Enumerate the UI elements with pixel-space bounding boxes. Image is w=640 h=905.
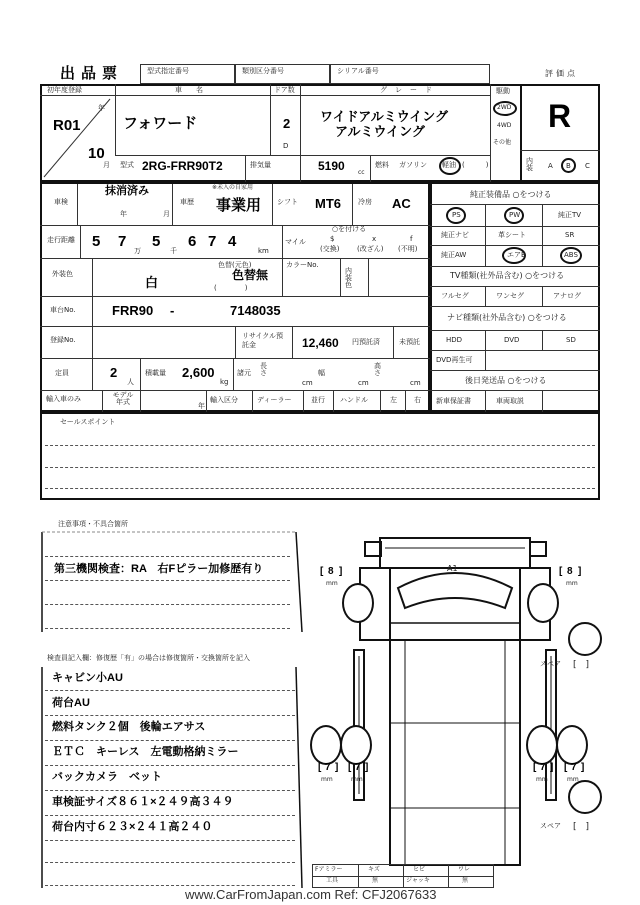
- first-reg-label: 初年度登録: [47, 86, 82, 94]
- rear-left-inner-wheel: [340, 725, 372, 765]
- tire-rl2-bracket-l: [: [348, 762, 352, 773]
- chassis-dash: -: [170, 303, 175, 318]
- inspector-line-3: 燃料タンク２個 後輪エアサス: [52, 721, 206, 733]
- tire-rr1-value: 7: [540, 762, 546, 773]
- import-type-label: 輸入区分: [210, 396, 238, 404]
- recycle-unpaid: 未預託: [399, 338, 420, 346]
- equip-sr: SR: [565, 231, 575, 239]
- spare-bracket-lower: [ ]: [573, 822, 590, 832]
- equip-leather: 革シート: [498, 231, 526, 239]
- handle-right: 右: [414, 396, 421, 404]
- equip-navi: 純正ナビ: [441, 231, 469, 239]
- reg-no-label: 登録No.: [50, 336, 76, 344]
- meter-note: ○を付ける: [332, 225, 367, 233]
- displacement-label: 排気量: [250, 161, 271, 169]
- tv-fullseg: フルセグ: [441, 292, 469, 300]
- meter-swap: (交換): [320, 245, 340, 253]
- load-label: 積載量: [145, 369, 166, 377]
- tire-rr1-bracket-l: [: [533, 762, 537, 773]
- tire-rr1-bracket-r: ]: [550, 762, 554, 773]
- legend-tools-value: 無: [372, 877, 379, 884]
- navi-dvd: DVD: [504, 336, 520, 344]
- legend-crack: ヒビ: [413, 866, 426, 873]
- front-left-wheel: [342, 583, 374, 623]
- length-label: 長さ: [260, 362, 267, 377]
- fuel-label: 燃料: [375, 161, 389, 169]
- mileage-digit-1: 5: [92, 233, 101, 250]
- tire-fr-mm: mm: [566, 580, 578, 587]
- rear-left-outer-wheel: [310, 725, 342, 765]
- chassis-label: 車台No.: [50, 306, 76, 314]
- inspector-line-2: 荷台AU: [52, 697, 90, 709]
- drive-label: 駆動: [496, 87, 510, 95]
- length-cm: cm: [302, 379, 313, 387]
- mileage-mile: マイル: [285, 238, 306, 246]
- tire-rl2-mm: mm: [351, 776, 363, 783]
- rating-value: R: [548, 98, 572, 134]
- mileage-sen: 千: [170, 247, 177, 255]
- tv-oneseg: ワンセグ: [496, 292, 524, 300]
- tv-analog: アナログ: [553, 292, 581, 300]
- shift-value: MT6: [315, 196, 341, 211]
- load-unit: kg: [220, 378, 229, 386]
- shift-label: シフト: [277, 198, 298, 206]
- spare-label-lower: スペア: [540, 822, 561, 830]
- mileage-label: 走行距離: [47, 236, 75, 244]
- capacity-unit: 人: [127, 378, 134, 386]
- caution-title: 注意事項・不具合箇所: [58, 520, 128, 528]
- navi-sd: SD: [566, 336, 576, 344]
- inspection-month-unit: 月: [163, 210, 170, 218]
- inspection-label: 車検: [54, 198, 68, 206]
- tire-fl-bracket-l: [: [320, 566, 324, 577]
- drive-4wd: 4WD: [497, 122, 512, 129]
- tire-rr2-bracket-r: ]: [581, 762, 585, 773]
- drive-other: その他: [493, 139, 512, 146]
- genuine-title: 純正装備品 ○をつける: [470, 190, 552, 199]
- chassis-prefix: FRR90: [112, 303, 154, 318]
- later-manual: 車両取説: [496, 397, 524, 405]
- fuel-paren: ( ): [462, 161, 489, 169]
- model-code-label: 型式指定番号: [147, 67, 189, 75]
- rear-right-inner-wheel: [526, 725, 558, 765]
- rating-label: 評価点: [545, 69, 578, 78]
- tire-rl2-value: 7: [355, 762, 361, 773]
- tire-fl-mm: mm: [326, 580, 338, 587]
- width-cm: cm: [358, 379, 369, 387]
- mileage-digit-2: 7: [118, 233, 127, 250]
- legend-jack-value: 無: [462, 877, 469, 884]
- tire-rl1-bracket-l: [: [318, 762, 322, 773]
- sales-point-label: セールスポイント: [60, 418, 116, 426]
- model-year-label: モデル年式: [112, 391, 134, 406]
- category-label: 類別区分番号: [242, 67, 284, 75]
- equip-aw: 純正AW: [441, 251, 467, 259]
- height-cm: cm: [410, 379, 421, 387]
- equip-abs: ABS: [564, 251, 578, 259]
- legend-tools: 工具: [326, 877, 339, 884]
- tire-fl-bracket-r: ]: [339, 566, 343, 577]
- recycle-paid: 円預託済: [352, 338, 380, 346]
- car-name-label: 車名: [175, 86, 217, 94]
- model-value: 2RG-FRR90T2: [142, 159, 223, 173]
- spare-wheel-lower: [568, 780, 602, 814]
- a1-label: A1: [447, 564, 458, 573]
- meter-dollar-mark: $: [330, 235, 335, 243]
- meter-f-mark: f: [410, 235, 413, 243]
- tire-fl-value: 8: [328, 566, 334, 577]
- inspector-title: 検査員記入欄：修復歴「有」の場合は修復箇所・交換箇所を記入: [47, 654, 250, 662]
- interior-label: 内装: [526, 157, 533, 172]
- inspector-line-5: バックカメラ ベット: [52, 771, 162, 783]
- spare-wheel-upper: [568, 622, 602, 656]
- interior-grade-c: C: [585, 162, 590, 170]
- fuel-light-oil: 軽油: [442, 161, 456, 169]
- sheet-title: 出品票: [60, 65, 124, 82]
- inspector-line-1: キャビン小AU: [52, 672, 123, 684]
- drive-2wd: 2WD: [497, 104, 512, 111]
- recycle-value: 12,460: [302, 336, 339, 350]
- sales-point-box: [40, 412, 600, 500]
- first-reg-year: R01: [53, 117, 81, 134]
- doors-value: 2: [283, 116, 291, 131]
- month-unit: 月: [103, 161, 110, 169]
- first-reg-month: 10: [88, 145, 105, 162]
- mileage-digit-5: 7: [208, 233, 217, 250]
- color-no-label: カラーNo.: [286, 261, 319, 269]
- import-label: 輸入車のみ: [46, 395, 81, 403]
- mileage-digit-4: 6: [188, 233, 197, 250]
- capacity-label: 定員: [55, 369, 69, 377]
- tire-rl1-mm: mm: [321, 776, 333, 783]
- doors-d: D: [283, 142, 289, 150]
- meter-tamper: (改ざん): [357, 245, 384, 253]
- width-label: 幅: [318, 369, 325, 377]
- tire-rr2-value: 7: [571, 762, 577, 773]
- repaint-label: 色替(元色): [218, 261, 252, 269]
- legend-jack: ジャッキ: [406, 877, 430, 884]
- tire-fr-bracket-r: ]: [578, 566, 582, 577]
- exterior-color: 白: [145, 275, 159, 290]
- inspector-line-6: 車検証サイズ８６１×２４９高３４９: [52, 796, 234, 808]
- model-label: 型式: [120, 161, 134, 169]
- truck-diagram: [310, 528, 610, 878]
- exterior-label: 外装色: [52, 270, 73, 278]
- spare-label-upper: スペア: [540, 660, 561, 668]
- inspection-value: 抹消済み: [105, 185, 149, 197]
- interior-grade-b: B: [566, 162, 571, 170]
- height-label: 高さ: [374, 362, 381, 377]
- spare-bracket-upper: [ ]: [573, 660, 590, 670]
- tire-rl1-value: 7: [325, 762, 331, 773]
- mileage-man: 万: [134, 247, 141, 255]
- later-title: 後日発送品 ○をつける: [465, 376, 547, 385]
- tire-rr2-mm: mm: [567, 776, 579, 783]
- tire-rr1-mm: mm: [536, 776, 548, 783]
- legend-mirror: Fアミラー: [315, 866, 343, 873]
- model-year-unit: 年: [198, 402, 205, 410]
- grade-line2: アルミウイング: [335, 124, 425, 139]
- tire-fr-value: 8: [567, 566, 573, 577]
- interior-color-label: 内装色: [345, 267, 352, 289]
- handle-left: 左: [390, 396, 397, 404]
- meter-x-mark: x: [372, 235, 377, 243]
- import-dealer: ディーラー: [257, 396, 292, 404]
- mileage-digit-3: 5: [152, 233, 161, 250]
- caution-text: 第三機関検査：RA 右Fピラー加修歴有り: [54, 563, 264, 575]
- ac-label: 冷房: [358, 198, 372, 206]
- year-unit: 年: [98, 104, 105, 112]
- history-value: 事業用: [216, 197, 262, 214]
- inspector-line-7: 荷台内寸６２３×２４１高２４０: [52, 821, 213, 833]
- tv-title: TV種類(社外品含む) ○をつける: [450, 271, 565, 280]
- repaint-paren: ( ): [214, 284, 248, 292]
- equip-airbag: エアB: [507, 251, 526, 259]
- rear-right-outer-wheel: [556, 725, 588, 765]
- inspector-line-4: ＥＴＣ キーレス 左電動格納ミラー: [52, 746, 239, 758]
- doors-label: ドア数: [274, 86, 295, 94]
- grade-label: グレード: [380, 86, 440, 94]
- mileage-digit-6: 4: [228, 233, 237, 250]
- tire-rr2-bracket-l: [: [564, 762, 568, 773]
- fuel-gasoline: ガソリン: [399, 161, 427, 169]
- front-right-wheel: [527, 583, 559, 623]
- caution-frame: [38, 528, 308, 638]
- displacement-value: 5190: [318, 159, 345, 173]
- recycle-label: リサイクル預託金: [242, 332, 284, 350]
- tire-rl1-bracket-r: ]: [335, 762, 339, 773]
- tire-rl2-bracket-r: ]: [365, 762, 369, 773]
- watermark: www.CarFromJapan.com Ref: CFJ2067633: [185, 887, 437, 902]
- serial-label: シリアル番号: [337, 67, 379, 75]
- chassis-number: 7148035: [230, 303, 281, 318]
- mileage-km: km: [258, 247, 269, 255]
- history-note: ※未入の自家用: [212, 184, 254, 191]
- navi-hdd: HDD: [446, 336, 463, 344]
- load-value: 2,600: [182, 365, 215, 380]
- dims-label: 諸元: [237, 369, 251, 377]
- capacity-value: 2: [110, 365, 118, 380]
- navi-dvd-play: DVD再生可: [436, 356, 473, 364]
- detail-table: [40, 182, 430, 412]
- serial-box: [330, 64, 490, 84]
- car-name: フォワード: [123, 115, 198, 132]
- interior-grade-a: A: [548, 162, 553, 170]
- ac-value: AC: [392, 196, 411, 211]
- import-parallel: 並行: [311, 396, 325, 404]
- navi-title: ナビ種類(社外品含む) ○をつける: [447, 313, 567, 322]
- tire-fr-bracket-l: [: [559, 566, 563, 577]
- category-box: [235, 64, 330, 84]
- equip-pw: PW: [509, 211, 521, 219]
- inspection-year-unit: 年: [120, 210, 127, 218]
- handle-label: ハンドル: [340, 396, 368, 404]
- grade-line1: ワイドアルミウイング: [320, 109, 449, 124]
- legend-scratch: キズ: [368, 866, 380, 873]
- legend-break: ワレ: [458, 866, 471, 873]
- repaint-value: 色替無: [232, 268, 269, 282]
- later-warranty: 新車保証書: [436, 397, 471, 405]
- model-code-box: [140, 64, 235, 84]
- equip-ps: PS: [452, 211, 461, 219]
- cc-unit: cc: [358, 169, 365, 176]
- meter-unknown: (不明): [398, 245, 418, 253]
- equip-tv: 純正TV: [558, 211, 582, 219]
- history-label: 車歴: [180, 198, 194, 206]
